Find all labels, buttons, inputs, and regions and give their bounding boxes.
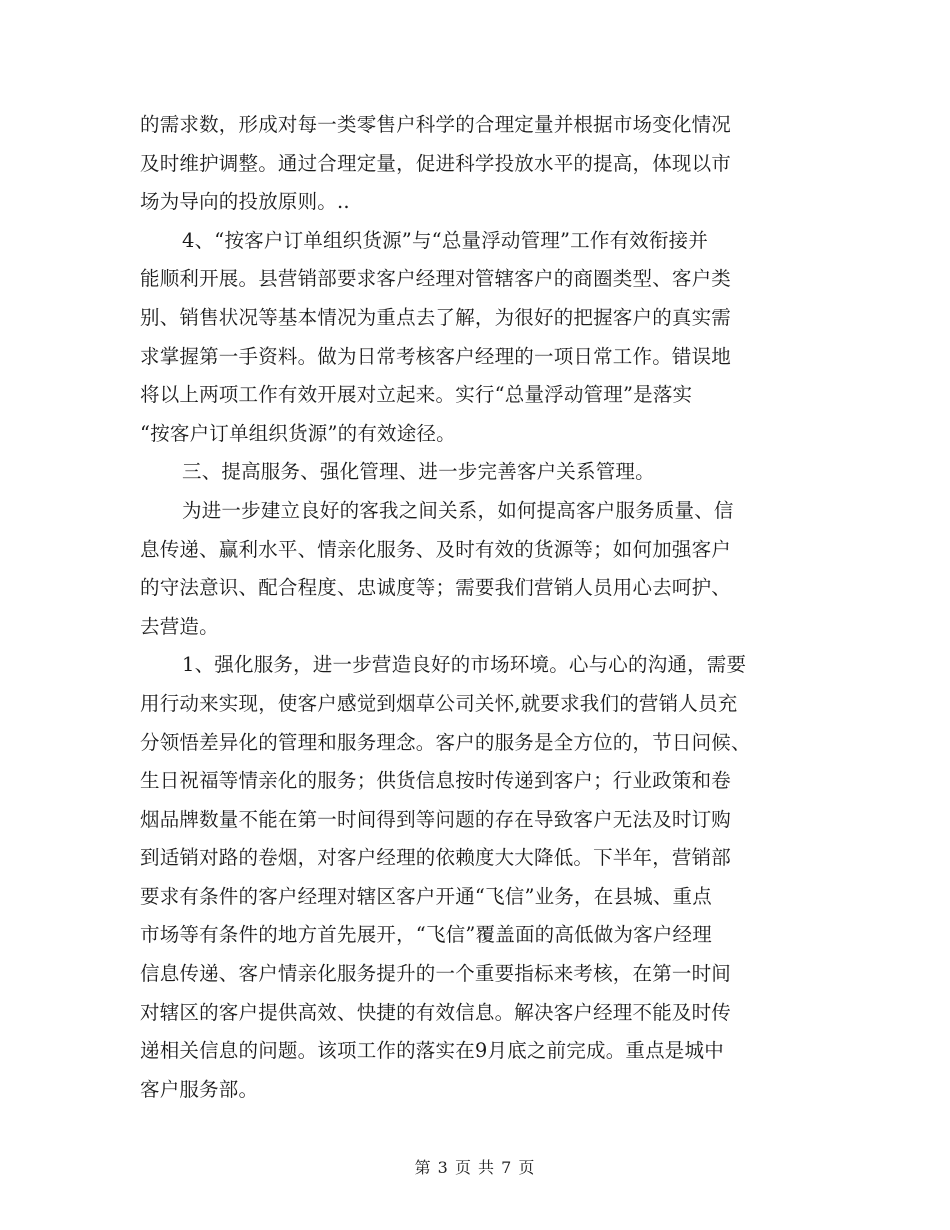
text-line: 及时维护调整。通过合理定量，促进科学投放水平的提高，体现以市 bbox=[140, 151, 732, 175]
text-line: 去营造。 bbox=[140, 614, 219, 638]
text-line: 将以上两项工作有效开展对立起来。实行“总量浮动管理”是落实 bbox=[140, 383, 693, 407]
text-line: 三、提高服务、强化管理、进一步完善客户关系管理。 bbox=[182, 460, 655, 484]
text-line: 别、销售状况等基本情况为重点去了解，为很好的把握客户的真实需 bbox=[140, 305, 732, 329]
text-line: 场为导向的投放原则。.. bbox=[140, 190, 350, 214]
text-line: 生日祝福等情亲化的服务；供货信息按时传递到客户；行业政策和卷 bbox=[140, 769, 732, 793]
text-line: “按客户订单组织货源”的有效途径。 bbox=[140, 421, 456, 445]
document-body bbox=[140, 106, 805, 1109]
text-line: 1、强化服务，进一步营造良好的市场环境。心与心的沟通，需要 bbox=[182, 653, 747, 677]
text-line: 对辖区的客户提供高效、快捷的有效信息。解决客户经理不能及时传 bbox=[140, 1000, 732, 1024]
text-line: 的需求数，形成对每一类零售户科学的合理定量并根据市场变化情况 bbox=[140, 113, 732, 136]
text-line: 客户服务部。 bbox=[140, 1077, 259, 1101]
page-footer: 第 3 页 共 7 页 bbox=[414, 1158, 536, 1177]
text-line: 信息传递、客户情亲化服务提升的一个重要指标来考核，在第一时间 bbox=[140, 962, 732, 986]
text-line: 市场等有条件的地方首先展开，“飞信”覆盖面的高低做为客户经理 bbox=[140, 923, 712, 947]
text-line: 分领悟差异化的管理和服务理念。客户的服务是全方位的，节日问候、 bbox=[140, 730, 751, 754]
text-line: 4、“按客户订单组织货源”与“总量浮动管理”工作有效衔接并 bbox=[182, 228, 709, 252]
text-line: 为进一步建立良好的客我之间关系，如何提高客户服务质量、信 bbox=[182, 498, 734, 522]
text-line: 烟品牌数量不能在第一时间得到等问题的存在导致客户无法及时订购 bbox=[140, 807, 732, 831]
text-line: 的守法意识、配合程度、忠诚度等；需要我们营销人员用心去呵护、 bbox=[140, 576, 732, 600]
text-line: 到适销对路的卷烟，对客户经理的依赖度大大降低。下半年，营销部 bbox=[140, 846, 732, 870]
text-line: 息传递、赢利水平、情亲化服务、及时有效的货源等；如何加强客户 bbox=[140, 537, 732, 561]
text-line: 要求有条件的客户经理对辖区客户开通“飞信”业务，在县城、重点 bbox=[140, 884, 712, 908]
text-line: 求掌握第一手资料。做为日常考核客户经理的一项日常工作。错误地 bbox=[140, 344, 732, 368]
text-line: 用行动来实现，使客户感觉到烟草公司关怀,就要求我们的营销人员充 bbox=[140, 691, 738, 715]
text-line: 能顺利开展。县营销部要求客户经理对管辖客户的商圈类型、客户类 bbox=[140, 267, 732, 291]
text-line: 递相关信息的问题。该项工作的落实在9月底之前完成。重点是城中 bbox=[140, 1039, 724, 1063]
